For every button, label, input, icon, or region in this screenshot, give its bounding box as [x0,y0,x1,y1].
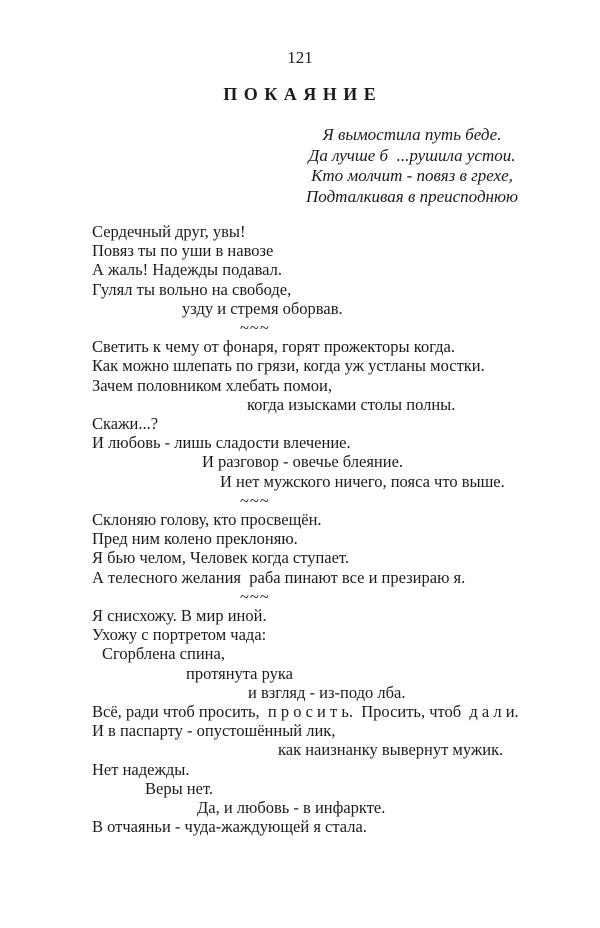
poem-line: Как можно шлепать по грязи, когда уж устланы мостки. [92,356,485,376]
poem-line: И разговор - овечье блеяние. [202,452,404,472]
poem-line: Всё, ради чтоб просить, п р о с и т ь. Просить, чтоб д а л и. [92,702,519,722]
poem-line: Склоняю голову, кто просвещён. [92,510,322,530]
page-number: 121 [287,48,313,67]
poem-line: Светить к чему от фонаря, горят прожекторы когда. [92,337,455,357]
poem-line: Сердечный друг, увы! [92,222,246,241]
poem-line: протянута рука [186,663,294,683]
poem-line: Да, и любовь - в инфаркте. [197,798,386,818]
epigraph [292,125,532,207]
poem-line: И нет мужского ничего, пояса что выше. [220,471,505,491]
poem-line: А жаль! Надежды подавал. [92,260,282,280]
poem-line: когда изысками столы полны. [247,394,456,414]
poem-line: узду и стремя оборвав. [182,298,343,318]
poem-line: Ухожу с портретом чада: [92,625,267,645]
epigraph-line: Я вымостила путь беде. [322,125,502,144]
poem-line: Сгорблена спина, [102,644,225,664]
poem-title: П О К А Я Н И Е [223,84,377,104]
epigraph-line: Кто молчит - повяз в грехе, [311,166,513,185]
poem-line: Пред ним колено преклоняю. [92,529,298,549]
epigraph-line: Да лучше б ...рушила устои. [308,145,516,165]
epigraph-line: Подталкивая в преисподнюю [306,186,518,206]
stanza-separator: ~~~ [240,586,270,606]
poem-line: Скажи...? [92,414,159,434]
poem-line: И в паспарту - опустошённый лик, [92,721,336,741]
poem-line: Я снисхожу. В мир иной. [92,606,267,626]
poem-line: как наизнанку вывернут мужик. [278,740,504,760]
poem-body [0,222,600,837]
stanza-separator: ~~~ [240,318,270,338]
poem-line: Я бью челом, Человек когда ступает. [92,548,350,568]
poem-line: В отчаяньи - чуда-жаждующей я стала. [92,817,367,837]
poem-line: Веры нет. [145,778,214,798]
poem-line: Повяз ты по уши в навозе [92,241,274,261]
poem-line: Зачем половником хлебать помои, [92,375,332,395]
poem-line: Гулял ты вольно на свободе, [92,279,292,299]
poem-line: А телесного желания раба пинают все и презираю я. [92,567,466,587]
poem-line: Нет надежды. [92,759,190,779]
stanza-separator: ~~~ [240,490,270,510]
poem-line: И любовь - лишь сладости влечение. [92,433,351,453]
poem-line: и взгляд - из-подо лба. [248,682,406,702]
